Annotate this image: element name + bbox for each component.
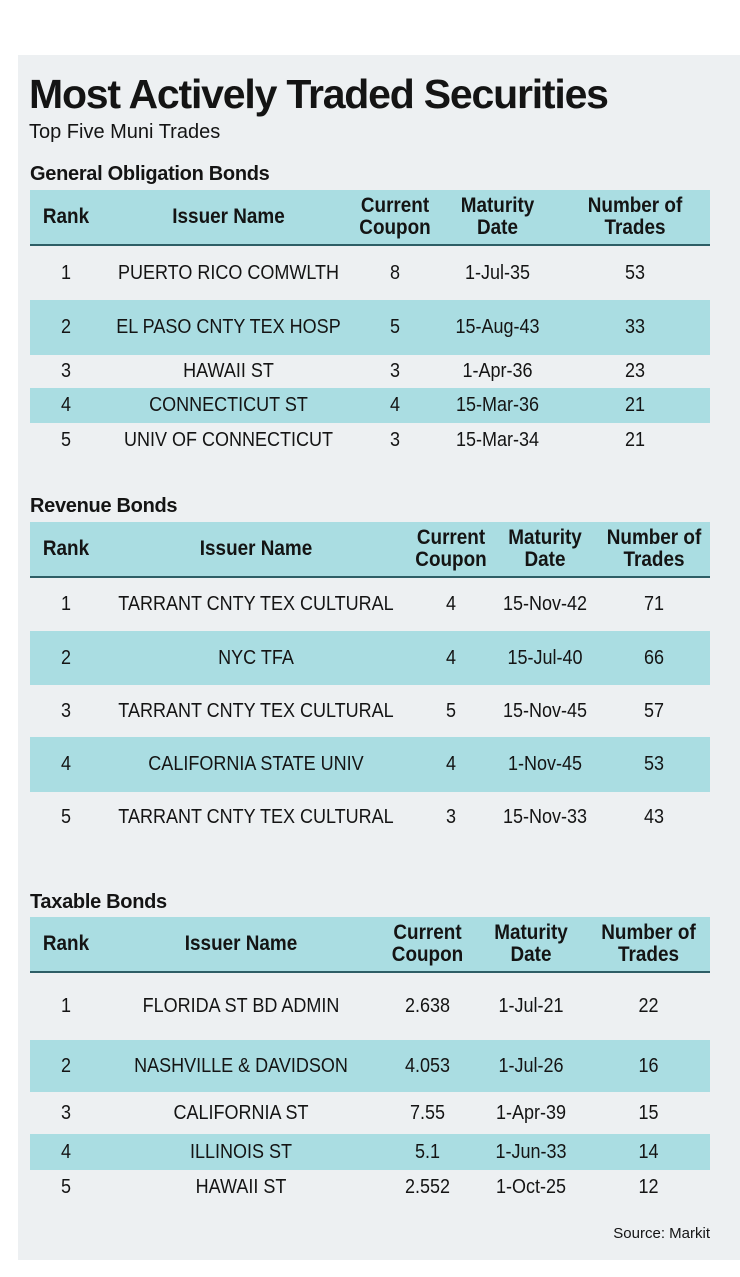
column-header-current-coupon [385, 917, 471, 971]
cell-rank: 5 [60, 1175, 72, 1198]
cell-trades: 43 [643, 805, 665, 828]
cell-issuer: CALIFORNIA STATE UNIV [148, 753, 364, 775]
cell-coupon: 4 [445, 593, 457, 615]
table-row [30, 1170, 710, 1204]
table-row [30, 388, 710, 423]
section-label-taxable: Taxable Bonds [30, 891, 167, 913]
column-header-line: Coupon [415, 548, 487, 571]
cell-coupon: 5.1 [414, 1140, 441, 1163]
infographic-panel [18, 55, 740, 1260]
cell-maturity: 15-Nov-33 [502, 805, 588, 828]
column-header-maturity-date [481, 917, 582, 971]
cell-issuer: NYC TFA [218, 646, 294, 669]
cell-coupon: 3 [445, 805, 457, 828]
table-revenue [30, 522, 710, 842]
cell-coupon: 5 [389, 316, 401, 338]
cell-maturity: 1-Jul-26 [498, 1054, 564, 1077]
cell-issuer: ILLINOIS ST [189, 1140, 293, 1163]
cell-issuer: HAWAII ST [183, 360, 274, 382]
table-row [30, 578, 710, 631]
column-header-line: Current [416, 526, 486, 549]
cell-maturity: 15-Mar-34 [455, 428, 540, 451]
cell-coupon: 8 [389, 261, 401, 284]
cell-trades: 16 [638, 1054, 659, 1077]
cell-trades: 33 [624, 316, 646, 338]
cell-coupon: 4 [445, 753, 457, 775]
cell-trades: 14 [638, 1140, 659, 1163]
cell-rank: 5 [60, 805, 72, 828]
cell-coupon: 2.638 [404, 995, 451, 1017]
table-row [30, 1040, 710, 1092]
cell-trades: 12 [638, 1175, 659, 1198]
cell-rank: 4 [60, 753, 72, 775]
cell-coupon: 3 [389, 428, 401, 451]
table-row [30, 973, 710, 1040]
column-header-line: Rank [42, 205, 90, 228]
section-label-general-obligation: General Obligation Bonds [30, 163, 270, 185]
table-row [30, 355, 710, 388]
column-header-line: Number of [606, 526, 702, 549]
page-subtitle: Top Five Muni Trades [29, 121, 221, 143]
table-row [30, 685, 710, 737]
column-header-rank [34, 190, 99, 244]
cell-rank: 1 [60, 593, 72, 615]
column-header-line: Issuer Name [172, 205, 285, 228]
column-header-line: Trades [604, 216, 666, 239]
column-header-line: Issuer Name [199, 537, 313, 560]
cell-rank: 3 [60, 1101, 72, 1124]
cell-trades: 22 [638, 995, 659, 1017]
column-header-line: Date [524, 548, 566, 571]
column-header-line: Maturity [494, 921, 568, 944]
column-header-line: Number of [601, 921, 696, 944]
table-row [30, 423, 710, 457]
cell-maturity: 1-Jun-33 [495, 1140, 567, 1163]
cell-trades: 21 [624, 394, 646, 416]
column-header-line: Current [393, 921, 462, 944]
column-header-line: Trades [623, 548, 685, 571]
cell-trades: 66 [643, 646, 665, 669]
cell-rank: 2 [60, 316, 72, 338]
table-general-obligation [30, 190, 710, 457]
cell-rank: 1 [60, 261, 72, 284]
column-header-line: Date [477, 216, 518, 239]
cell-maturity: 1-Nov-45 [507, 753, 583, 775]
cell-rank: 1 [60, 995, 72, 1017]
column-header-line: Date [510, 943, 552, 966]
cell-issuer: TARRANT CNTY TEX CULTURAL [118, 699, 394, 722]
cell-rank: 4 [60, 1140, 72, 1163]
column-header-rank [34, 917, 99, 971]
cell-coupon: 2.552 [404, 1175, 451, 1198]
table-row [30, 737, 710, 792]
column-header-number-of-trades [593, 917, 704, 971]
cell-rank: 3 [60, 699, 72, 722]
column-header-current-coupon [359, 190, 431, 244]
cell-issuer: FLORIDA ST BD ADMIN [142, 995, 340, 1017]
column-header-line: Trades [618, 943, 679, 966]
column-header-line: Rank [42, 537, 90, 560]
cell-coupon: 5 [445, 699, 457, 722]
cell-maturity: 15-Mar-36 [455, 394, 540, 416]
column-header-line: Maturity [460, 194, 535, 217]
table-row [30, 1092, 710, 1134]
cell-issuer: NASHVILLE & DAVIDSON [134, 1054, 348, 1077]
column-header-line: Coupon [359, 216, 431, 239]
cell-rank: 4 [60, 394, 72, 416]
cell-issuer: CALIFORNIA ST [173, 1101, 309, 1124]
cell-trades: 53 [643, 753, 665, 775]
table-row [30, 631, 710, 685]
column-header-issuer-name [116, 917, 366, 971]
cell-issuer: EL PASO CNTY TEX HOSP [116, 316, 341, 338]
cell-issuer: HAWAII ST [195, 1175, 287, 1198]
cell-trades: 53 [624, 261, 646, 284]
page-title: Most Actively Traded Securities [29, 71, 608, 117]
cell-maturity: 1-Apr-36 [462, 360, 533, 382]
section-label-revenue: Revenue Bonds [30, 495, 178, 517]
cell-maturity: 15-Nov-45 [502, 699, 588, 722]
cell-issuer: CONNECTICUT ST [149, 394, 308, 416]
column-header-issuer-name [117, 522, 394, 576]
cell-coupon: 3 [389, 360, 401, 382]
column-header-maturity-date [441, 190, 554, 244]
cell-maturity: 15-Aug-43 [455, 316, 540, 338]
cell-issuer: TARRANT CNTY TEX CULTURAL [118, 805, 394, 828]
cell-maturity: 1-Oct-25 [495, 1175, 567, 1198]
cell-rank: 5 [60, 428, 72, 451]
cell-rank: 3 [60, 360, 72, 382]
column-header-line: Number of [587, 194, 683, 217]
cell-trades: 57 [643, 699, 665, 722]
column-header-line: Coupon [391, 943, 464, 966]
column-header-issuer-name [115, 190, 343, 244]
column-header-rank [34, 522, 99, 576]
table-taxable [30, 917, 710, 1204]
column-header-maturity-date [497, 522, 592, 576]
column-header-line: Maturity [508, 526, 582, 549]
cell-issuer: PUERTO RICO COMWLTH [117, 261, 340, 284]
cell-coupon: 4.053 [404, 1054, 451, 1077]
cell-maturity: 15-Nov-42 [502, 593, 588, 615]
table-row [30, 792, 710, 842]
cell-rank: 2 [60, 646, 72, 669]
table-row [30, 246, 710, 300]
source-note: Source: Markit [613, 1225, 710, 1242]
table-header-row [30, 190, 710, 246]
table-row [30, 300, 710, 355]
cell-maturity: 1-Jul-21 [498, 995, 564, 1017]
column-header-current-coupon [414, 522, 488, 576]
cell-coupon: 7.55 [409, 1101, 446, 1124]
cell-trades: 71 [643, 593, 665, 615]
cell-coupon: 4 [389, 394, 401, 416]
table-row [30, 1134, 710, 1170]
cell-rank: 2 [60, 1054, 72, 1077]
column-header-number-of-trades [604, 522, 705, 576]
cell-issuer: TARRANT CNTY TEX CULTURAL [118, 593, 394, 615]
cell-trades: 21 [624, 428, 646, 451]
cell-trades: 23 [624, 360, 646, 382]
column-header-number-of-trades [568, 190, 703, 244]
cell-trades: 15 [638, 1101, 659, 1124]
cell-issuer: UNIV OF CONNECTICUT [124, 428, 333, 451]
cell-maturity: 15-Jul-40 [507, 646, 583, 669]
column-header-line: Issuer Name [184, 932, 298, 955]
column-header-line: Rank [42, 932, 90, 955]
cell-maturity: 1-Jul-35 [464, 261, 531, 284]
column-header-line: Current [360, 194, 430, 217]
cell-maturity: 1-Apr-39 [495, 1101, 567, 1124]
table-header-row [30, 917, 710, 973]
cell-coupon: 4 [445, 646, 457, 669]
table-header-row [30, 522, 710, 578]
